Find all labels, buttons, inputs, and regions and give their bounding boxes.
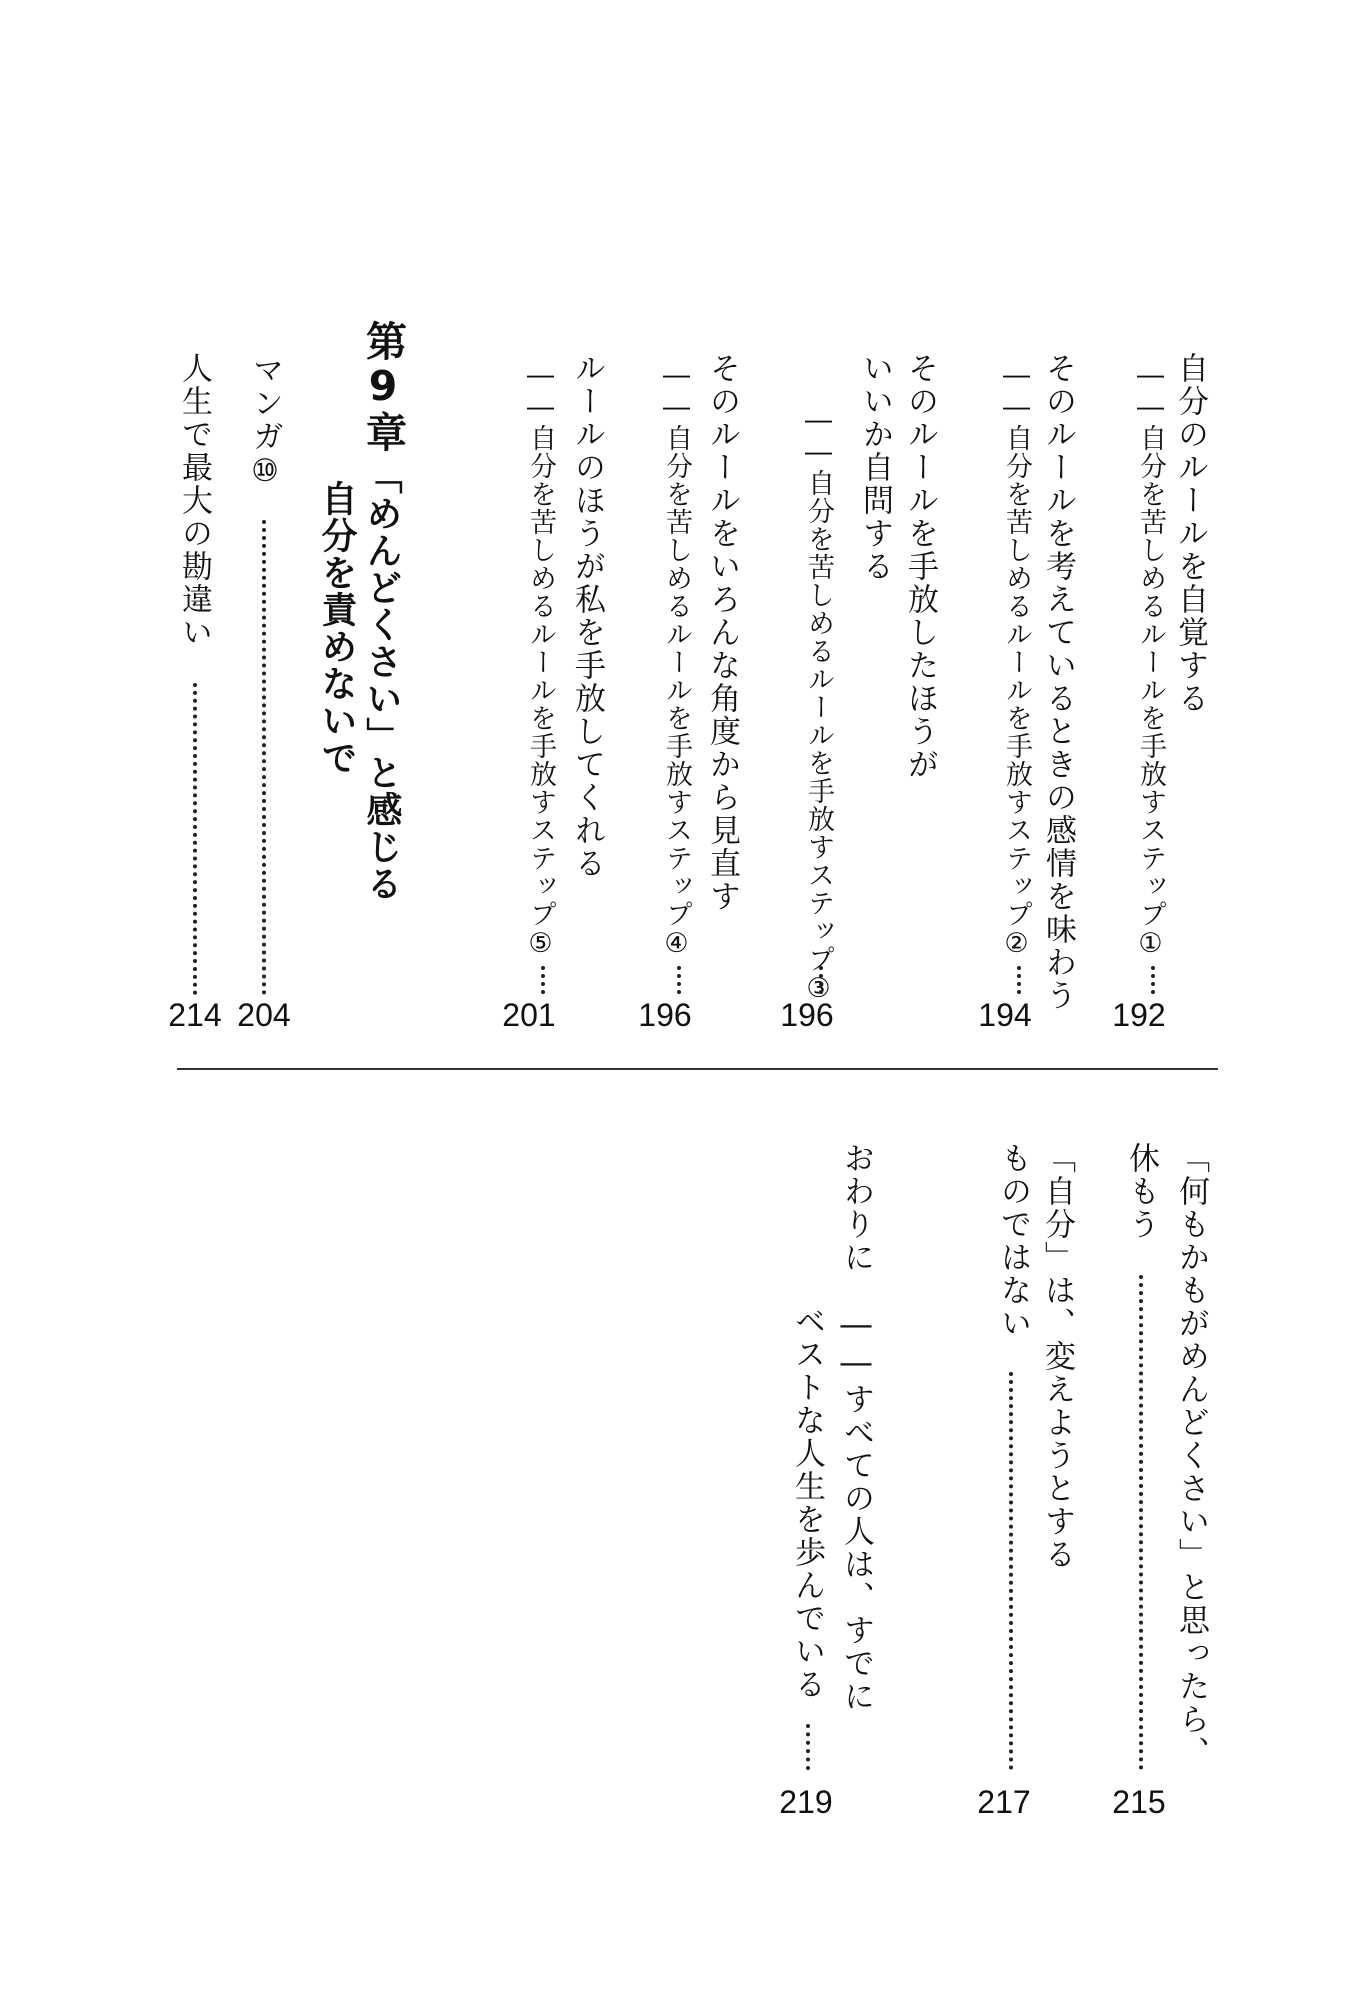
toc-entry-subtitle: ――自分を苦しめるルールを手放すステップ①: [1135, 360, 1166, 960]
toc-leader-dots: [1017, 966, 1021, 994]
toc-entry-title: ルールのほうが私を手放してくれる: [569, 352, 605, 880]
toc-page-number: 194: [978, 997, 1032, 1033]
toc-leader-dots: [819, 966, 823, 994]
toc-entry-title: ものではない: [995, 1142, 1031, 1340]
toc-leader-dots: [806, 1724, 810, 1770]
toc-leader-dots: [677, 966, 681, 994]
toc-entry-title: そのルールを考えているときの感情を味わう: [1040, 352, 1076, 1012]
toc-leader-dots: [262, 520, 266, 995]
toc-entry-title: いいか自問する: [857, 352, 893, 583]
toc-entry-title: そのルールを手放したほうが: [902, 352, 938, 781]
section-divider: [177, 1068, 1218, 1070]
toc-leader-dots: [1139, 1275, 1143, 1770]
chapter-number: 第9章: [359, 320, 407, 453]
toc-leader-dots: [1009, 1372, 1013, 1770]
toc-entry-title: 人生で最大の勘違い: [176, 352, 212, 649]
toc-entry-subtitle: ――自分を苦しめるルールを手放すステップ②: [1001, 360, 1032, 960]
toc-entry-title: 「何もかもがめんどくさい」と思ったら、: [1173, 1142, 1209, 1769]
chapter-title: 「めんどくさい」と感じる: [361, 458, 402, 902]
toc-page-number: 204: [237, 997, 291, 1033]
toc-entry-title: ベストな人生を歩んでいる: [789, 1305, 825, 1701]
toc-page-number: 219: [779, 1784, 833, 1820]
toc-entry-subtitle: ――自分を苦しめるルールを手放すステップ③: [803, 405, 834, 1005]
toc-entry-title: マンガ⑩: [247, 354, 283, 491]
toc-entry-subtitle: ――自分を苦しめるルールを手放すステップ④: [661, 360, 692, 960]
toc-entry-subtitle: ――自分を苦しめるルールを手放すステップ⑤: [525, 360, 556, 960]
toc-entry-title: 「自分」は、変えようとする: [1039, 1142, 1075, 1571]
toc-page-number: 192: [1112, 997, 1166, 1033]
toc-page-number: 215: [1112, 1784, 1166, 1820]
toc-page-number: 214: [168, 997, 222, 1033]
toc-page-number: 196: [638, 997, 692, 1033]
toc-leader-dots: [1151, 966, 1155, 994]
toc-entry-title: おわりに ――すべての人は、すでに: [838, 1142, 874, 1713]
toc-entry-title: 休もう: [1123, 1142, 1159, 1241]
toc-page-number: 201: [502, 997, 556, 1033]
toc-entry-title: 自分のルールを自覚する: [1172, 352, 1208, 715]
chapter-title: 自分を責めないで: [316, 480, 357, 776]
toc-page-number: 217: [977, 1784, 1031, 1820]
toc-leader-dots: [541, 966, 545, 994]
toc-leader-dots: [193, 683, 197, 995]
toc-entry-title: そのルールをいろんな角度から見直す: [704, 352, 740, 913]
toc-page-number: 196: [780, 997, 834, 1033]
